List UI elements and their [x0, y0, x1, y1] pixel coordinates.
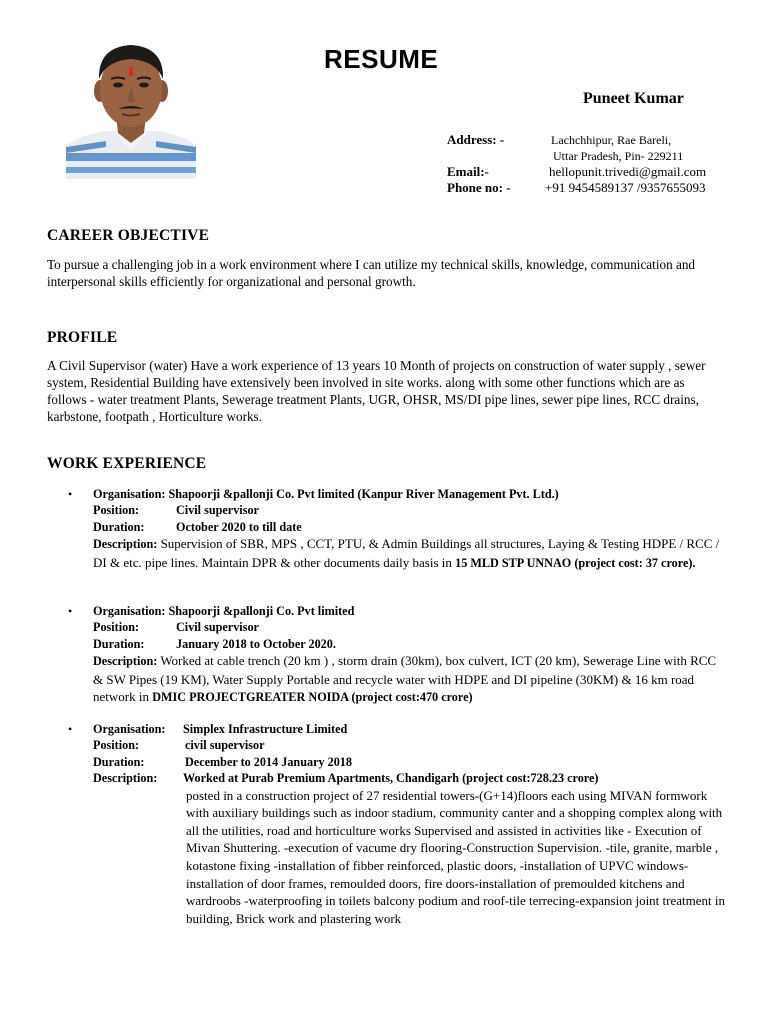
position-value: Civil supervisor	[176, 503, 259, 518]
position-label: Position:	[93, 620, 140, 635]
organisation-label: Organisation:	[93, 604, 166, 618]
description-text: Worked at cable trench (20 km ) , storm drain (30km), box culvert, ICT (20 km), Sewerage Line with RCC & SW Pipes (19 KM), Water Supply Portable and recycle water with HDPE and DI pipeline (30KM) & 16 km road network in	[93, 653, 717, 705]
bullet-icon: •	[68, 604, 73, 618]
description-header-line	[68, 770, 728, 786]
duration-value: December to 2014 January 2018	[185, 754, 352, 769]
profile-photo	[66, 33, 196, 179]
job-entry	[68, 603, 728, 707]
duration-line	[68, 636, 728, 652]
duration-line	[68, 754, 728, 770]
organisation-value: Shapoorji &pallonji Co. Pvt limited (Kanpur River Management Pvt. Ltd.)	[168, 487, 559, 501]
position-value: Civil supervisor	[176, 620, 259, 635]
position-line	[68, 619, 728, 635]
organisation-label: Organisation:	[93, 722, 166, 736]
description-text: Supervision of SBR, MPS , CCT, PTU, & Admin Buildings all structures, Laying & Testing HDPE / RCC / DI & etc. pipe lines. Maintain DPR & other documents daily basis in	[93, 536, 720, 570]
email-label: Email:-	[447, 164, 489, 179]
job-entry	[68, 486, 728, 572]
job-entry	[68, 721, 728, 927]
description-text: posted in a construction project of 27 residential towers-(G+14)floors each using MIVAN formwork with auxiliary buildings such as indoor stadium, community canter and a shopping complex along with all the utilities, road and horticulture works Supervised and assisted in activities like - Execution of Mivan Shuttering. -execution of vacume dry flooring-Construction Supervision. -tile, granite, marble , kotastone fixing -installation of fibber reinforced, plastic doors, -installation of UPVC windows-installation of door frames, remoulded doors, fire doors-installation of premoulded kitchens and wardroobs -waterproofing in toilets balcony podium and roof-tile terrecing-expansion joint treatment in building, Brick work and plastering work	[186, 787, 725, 926]
email-value: hellopunit.trivedi@gmail.com	[549, 164, 707, 179]
description-label: Description:	[93, 654, 158, 669]
address-line-2: Uttar Pradesh, Pin- 229211	[553, 149, 684, 163]
organisation-line	[68, 486, 728, 502]
career-objective-text: To pursue a challenging job in a work environment where I can utilize my technical skills, knowledge, communication and interpersonal skills efficiently for organizational and personal growth.	[47, 257, 696, 289]
profile-text: A Civil Supervisor (water) Have a work experience of 13 years 10 Month of projects on construction of water supply , sewer system, Residential Building have extensively been involved in site works. along with some other functions which are as follows - water treatment Plants, Sewerage treatment Plants, UGR, OHSR, MS/DI pipe lines, sewer pipe lines, RCC drains, karbstone, footpath , Horticulture works.	[47, 358, 706, 424]
address-label: Address: -	[447, 132, 505, 147]
organisation-value: Shapoorji &pallonji Co. Pvt limited	[168, 604, 355, 618]
position-value: civil supervisor	[185, 738, 265, 753]
profile-heading: PROFILE	[47, 329, 118, 346]
duration-label: Duration:	[93, 636, 145, 651]
organisation-line	[68, 721, 728, 737]
candidate-name: Puneet Kumar	[583, 90, 684, 107]
address-line-1: Lachchhipur, Rae Bareli,	[551, 133, 672, 147]
description-highlight: DMIC PROJECTGREATER NOIDA (project cost:470 crore)	[152, 690, 473, 705]
description-label: Description:	[93, 771, 158, 786]
organisation-line	[68, 603, 728, 619]
description-label: Description:	[93, 537, 158, 552]
bullet-icon: •	[68, 722, 73, 736]
phone-label: Phone no: -	[447, 180, 511, 195]
bullet-icon: •	[68, 487, 73, 501]
description-project: Worked at Purab Premium Apartments, Chandigarh (project cost:728.23 crore)	[183, 771, 599, 786]
description-line	[68, 652, 728, 707]
position-line	[68, 737, 728, 753]
career-objective-heading: CAREER OBJECTIVE	[47, 227, 210, 244]
phone-value: +91 9454589137 /9357655093	[545, 180, 706, 195]
work-experience-heading: WORK EXPERIENCE	[47, 455, 207, 472]
organisation-label: Organisation:	[93, 487, 166, 501]
duration-label: Duration:	[93, 754, 145, 769]
duration-value: January 2018 to October 2020.	[176, 636, 336, 651]
position-line	[68, 502, 728, 518]
organisation-value: Simplex Infrastructure Limited	[183, 722, 348, 736]
position-label: Position:	[93, 738, 140, 753]
duration-value: October 2020 to till date	[176, 519, 302, 534]
description-highlight: 15 MLD STP UNNAO (project cost: 37 crore).	[455, 555, 696, 570]
duration-label: Duration:	[93, 519, 145, 534]
duration-line	[68, 519, 728, 535]
position-label: Position:	[93, 503, 140, 518]
description-line	[68, 535, 728, 572]
resume-title: RESUME	[324, 44, 439, 74]
